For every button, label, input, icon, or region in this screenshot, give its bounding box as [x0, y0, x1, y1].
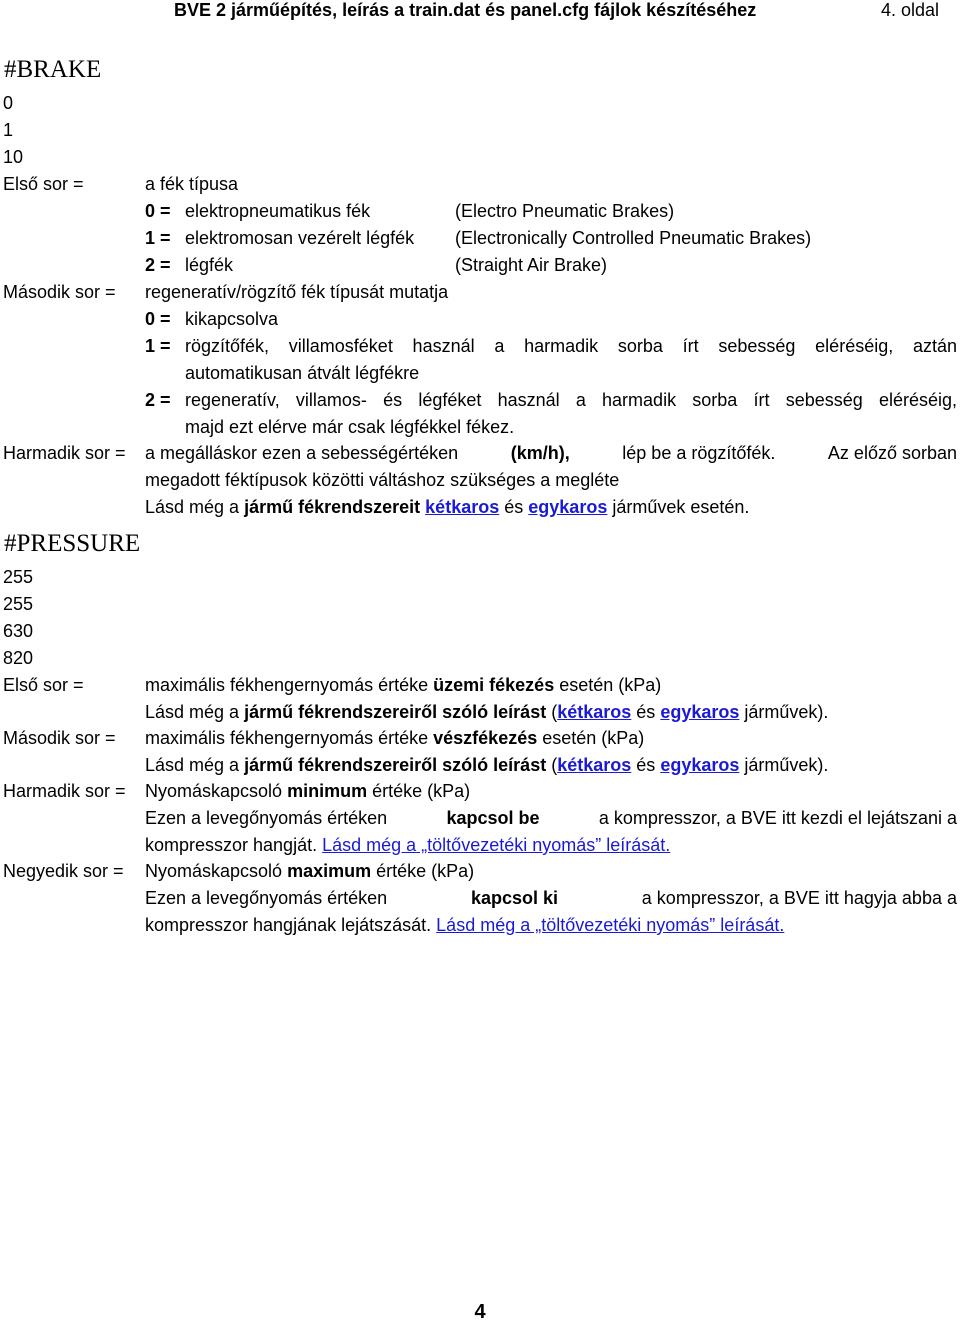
link-ketkaros[interactable]: kétkaros: [557, 755, 632, 775]
pressure-row2-see-also: [0, 752, 960, 779]
option-text: majd ezt elérve már csak légfékkel fékez.: [185, 417, 515, 437]
link-ketkaros[interactable]: kétkaros: [557, 702, 632, 722]
see-also-text: Lásd még a jármű fékrendszereiről szóló leírást (kétkaros és egykaros járművek).: [145, 755, 829, 775]
regen-option-1-cont: [0, 360, 960, 387]
option-number: 2 =: [145, 390, 171, 410]
link-toltovezeteki-nyomas[interactable]: Lásd még a „töltővezetéki nyomás” leírását.: [436, 915, 785, 935]
pressure-row1: [0, 672, 960, 699]
row-label: Első sor =: [3, 174, 84, 194]
brake-row3-cont: [0, 467, 960, 494]
page-number: 4: [474, 1301, 486, 1323]
link-egykaros[interactable]: egykaros: [660, 702, 740, 722]
pressure-value-4: 820: [3, 648, 34, 668]
row-label: Második sor =: [3, 728, 116, 748]
regen-option-0: [0, 306, 960, 333]
option-en: (Straight Air Brake): [455, 255, 608, 275]
brake-row3-see-also: [0, 494, 960, 521]
option-number: 1 =: [145, 228, 171, 248]
brake-row3: [0, 440, 960, 467]
row-detail: Ezen a levegőnyomás értéken kapcsol be a kompresszor, a BVE itt kezdi el lejátszani a: [145, 808, 957, 828]
row-description: megadott féktípusok közötti váltáshoz szükséges a megléte: [145, 470, 620, 490]
pressure-row2: [0, 725, 960, 752]
brake-value-2: 1: [3, 120, 14, 140]
header-title: BVE 2 járműépítés, leírás a train.dat és panel.cfg fájlok készítéséhez: [174, 0, 757, 20]
pressure-value-2: 255: [3, 594, 34, 614]
row-detail: kompresszor hangjának lejátszását. Lásd még a „töltővezetéki nyomás” leírását.: [145, 915, 785, 935]
row-label: Harmadik sor =: [3, 443, 126, 463]
option-text: automatikusan átvált légfékre: [185, 363, 420, 383]
pressure-row3-detail: [0, 805, 960, 832]
row-label: Negyedik sor =: [3, 861, 124, 881]
header-page-label: 4. oldal: [881, 0, 940, 20]
row-description: regeneratív/rögzítő fék típusát mutatja: [145, 282, 449, 302]
link-toltovezeteki-nyomas[interactable]: Lásd még a „töltővezetéki nyomás” leírását.: [322, 835, 671, 855]
row-description: maximális fékhengernyomás értéke üzemi fékezés esetén (kPa): [145, 675, 662, 695]
option-number: 0 =: [145, 309, 171, 329]
option-number: 1 =: [145, 336, 171, 356]
option-en: (Electronically Controlled Pneumatic Brakes): [455, 228, 812, 248]
row-label: Első sor =: [3, 675, 84, 695]
pressure-row4-cont: [0, 912, 960, 939]
brake-row2: [0, 279, 960, 306]
brake-row1: [0, 171, 960, 198]
option-number: 0 =: [145, 201, 171, 221]
link-egykaros[interactable]: egykaros: [528, 497, 608, 517]
pressure-row1-see-also: [0, 699, 960, 726]
option-number: 2 =: [145, 255, 171, 275]
row-description: a fék típusa: [145, 174, 239, 194]
row-description: Nyomáskapcsoló minimum értéke (kPa): [145, 781, 471, 801]
option-hu: légfék: [185, 255, 234, 275]
option-text: kikapcsolva: [185, 309, 279, 329]
link-ketkaros[interactable]: kétkaros: [425, 497, 500, 517]
page-header: [0, 0, 960, 24]
see-also-text: Lásd még a jármű fékrendszereit kétkaros és egykaros járművek esetén.: [145, 497, 750, 517]
option-hu: elektromosan vezérelt légfék: [185, 228, 415, 248]
row-description: Nyomáskapcsoló maximum értéke (kPa): [145, 861, 475, 881]
brake-type-option: [0, 252, 960, 279]
row-detail: kompresszor hangját. Lásd még a „töltővezetéki nyomás” leírását.: [145, 835, 671, 855]
pressure-row3-cont: [0, 832, 960, 859]
option-text: rögzítőfék, villamosféket használ a harmadik sorba írt sebesség eléréséig, aztán: [185, 336, 957, 356]
regen-option-2: [0, 387, 960, 414]
see-also-text: Lásd még a jármű fékrendszereiről szóló leírást (kétkaros és egykaros járművek).: [145, 702, 829, 722]
brake-type-option: [0, 198, 960, 225]
row-label: Második sor =: [3, 282, 116, 302]
option-en: (Electro Pneumatic Brakes): [455, 201, 675, 221]
row-description: a megálláskor ezen a sebességértéken (km/h), lép be a rögzítőfék. Az előző sorban: [145, 443, 957, 463]
regen-option-2-cont: [0, 414, 960, 441]
brake-value-1: 0: [3, 93, 14, 113]
brake-type-option: [0, 225, 960, 252]
brake-heading: #BRAKE: [4, 56, 102, 83]
pressure-value-3: 630: [3, 621, 34, 641]
pressure-row4: [0, 858, 960, 885]
row-label: Harmadik sor =: [3, 781, 126, 801]
brake-value-3: 10: [3, 147, 24, 167]
option-hu: elektropneumatikus fék: [185, 201, 371, 221]
pressure-value-1: 255: [3, 567, 34, 587]
option-text: regeneratív, villamos- és légféket használ a harmadik sorba írt sebesség eléréséig,: [185, 390, 957, 410]
pressure-row3: [0, 778, 960, 805]
link-egykaros[interactable]: egykaros: [660, 755, 740, 775]
row-detail: Ezen a levegőnyomás értéken kapcsol ki a kompresszor, a BVE itt hagyja abba a: [145, 888, 957, 908]
row-description: maximális fékhengernyomás értéke vészfékezés esetén (kPa): [145, 728, 645, 748]
pressure-heading: #PRESSURE: [4, 530, 141, 557]
regen-option-1: [0, 333, 960, 360]
pressure-row4-detail: [0, 885, 960, 912]
